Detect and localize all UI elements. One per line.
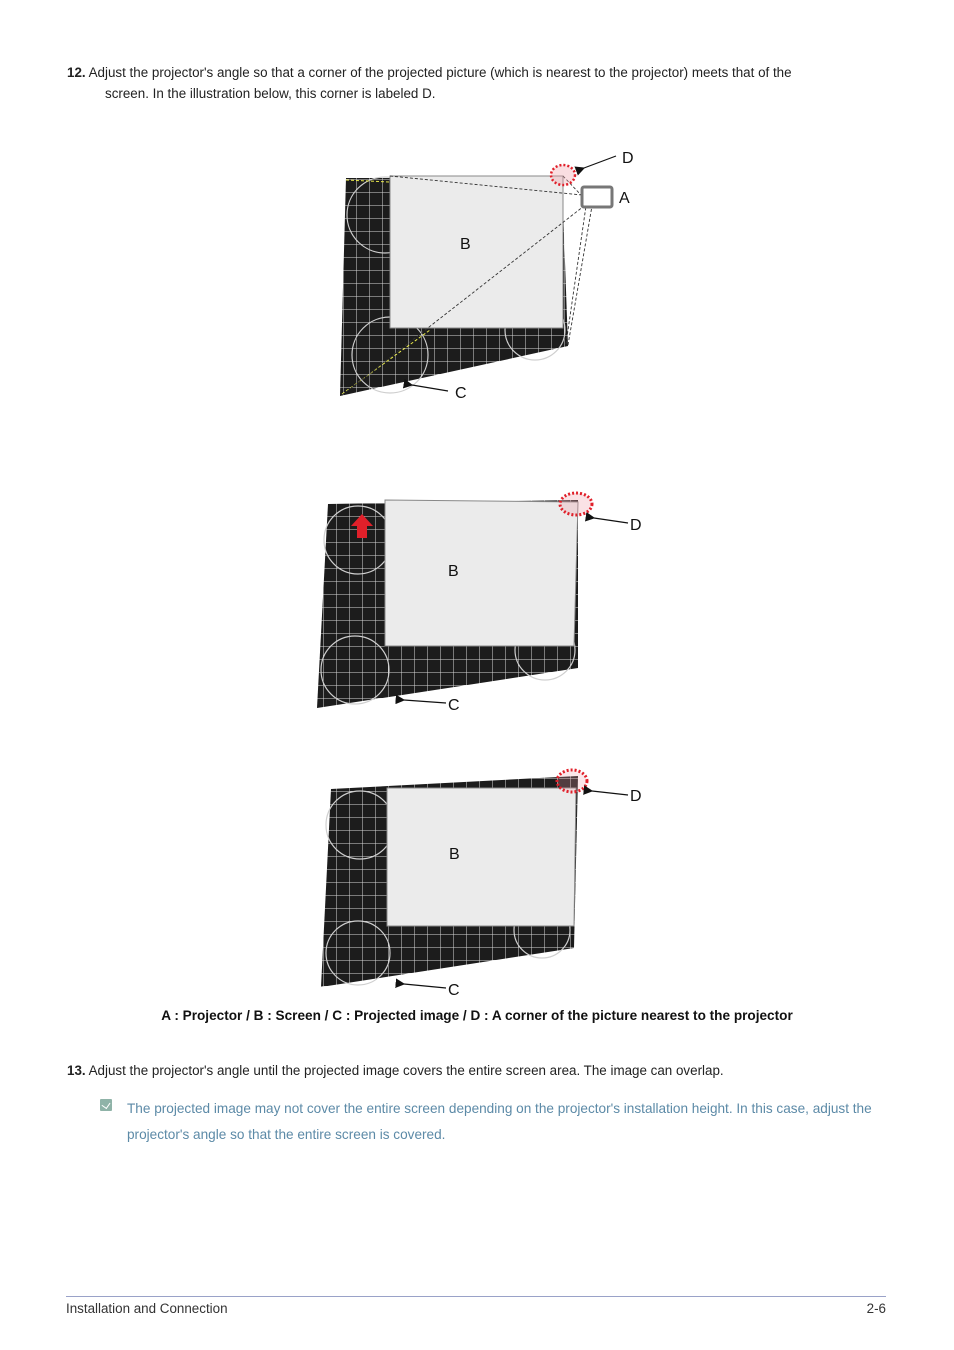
figure-3-aligned-corner bbox=[310, 765, 660, 1000]
label-b: B bbox=[460, 236, 471, 253]
projector-icon bbox=[582, 187, 612, 207]
footer-page-number: 2-6 bbox=[866, 1301, 886, 1316]
step-12 bbox=[67, 62, 792, 104]
note-icon bbox=[100, 1099, 112, 1111]
label-b: B bbox=[449, 846, 460, 863]
label-c: C bbox=[455, 385, 467, 402]
screen bbox=[390, 176, 563, 328]
label-d: D bbox=[630, 517, 642, 534]
corner-marker bbox=[557, 770, 587, 792]
corner-marker bbox=[551, 165, 575, 185]
step-number: 12. bbox=[67, 65, 86, 80]
label-b: B bbox=[448, 563, 459, 580]
figure-caption: A : Projector / B : Screen / C : Projected image / D : A corner of the picture nearest to the projector bbox=[161, 1008, 793, 1023]
figure-1-initial-projection bbox=[330, 140, 660, 410]
screen bbox=[385, 500, 578, 646]
screen bbox=[387, 788, 576, 926]
label-d: D bbox=[630, 788, 642, 805]
figure-2-adjusting-projection bbox=[310, 490, 660, 720]
step-13 bbox=[67, 1060, 724, 1081]
step-text-line1: Adjust the projector's angle so that a corner of the projected picture (which is nearest to the projector) meets that of the bbox=[88, 65, 792, 80]
footer-divider bbox=[66, 1296, 886, 1297]
step-text: Adjust the projector's angle until the projected image covers the entire screen area. The image can overlap. bbox=[88, 1063, 724, 1078]
step-text-line2: screen. In the illustration below, this corner is labeled D. bbox=[105, 86, 436, 101]
label-c: C bbox=[448, 982, 460, 999]
label-a: A bbox=[619, 190, 630, 207]
step-number: 13. bbox=[67, 1063, 86, 1078]
note-text: The projected image may not cover the entire screen depending on the projector's installation height. In this case, adjust the projector's angle so that the entire screen is covered. bbox=[127, 1101, 872, 1142]
corner-marker bbox=[560, 493, 592, 515]
label-c: C bbox=[448, 697, 460, 714]
label-d: D bbox=[622, 150, 634, 167]
footer-section-title: Installation and Connection bbox=[66, 1301, 228, 1316]
